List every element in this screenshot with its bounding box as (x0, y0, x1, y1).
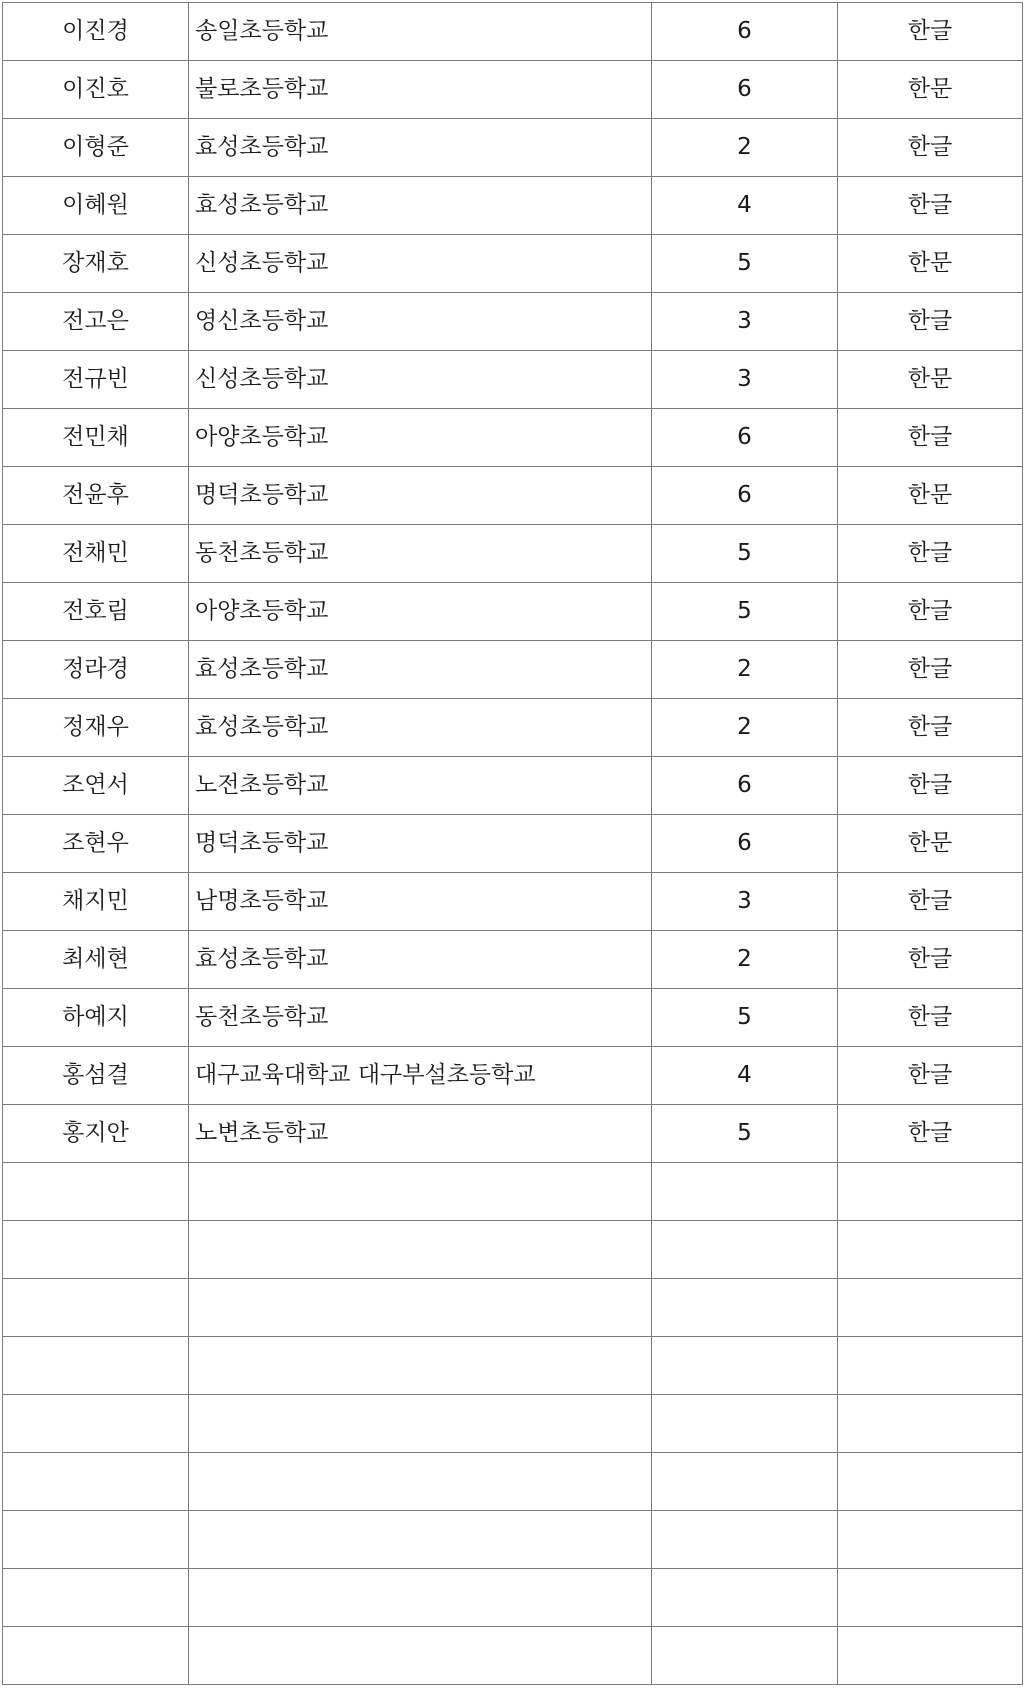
table-row (3, 409, 1023, 467)
school-name-cell: 동천초등학교 (189, 989, 652, 1047)
language-type-cell (838, 1569, 1023, 1627)
table-row (3, 293, 1023, 351)
table-row (3, 1511, 1023, 1569)
grade-cell (652, 1279, 838, 1337)
table-row (3, 757, 1023, 815)
table-row (3, 235, 1023, 293)
grade-cell: 5 (652, 525, 838, 583)
table-row (3, 1047, 1023, 1105)
school-name-cell (189, 1511, 652, 1569)
table-row (3, 1569, 1023, 1627)
school-name-cell: 명덕초등학교 (189, 815, 652, 873)
student-name-cell (3, 1569, 189, 1627)
grade-cell (652, 1337, 838, 1395)
grade-cell: 3 (652, 351, 838, 409)
language-type-cell: 한글 (838, 1047, 1023, 1105)
table-body (3, 3, 1023, 1685)
grade-cell: 2 (652, 699, 838, 757)
grade-cell: 2 (652, 641, 838, 699)
student-name-cell: 조연서 (3, 757, 189, 815)
school-name-cell: 송일초등학교 (189, 3, 652, 61)
grade-cell: 5 (652, 989, 838, 1047)
table-row (3, 1163, 1023, 1221)
school-name-cell: 신성초등학교 (189, 235, 652, 293)
language-type-cell: 한글 (838, 409, 1023, 467)
grade-cell: 5 (652, 1105, 838, 1163)
table-row (3, 815, 1023, 873)
language-type-cell: 한문 (838, 467, 1023, 525)
grade-cell (652, 1453, 838, 1511)
language-type-cell (838, 1453, 1023, 1511)
language-type-cell (838, 1163, 1023, 1221)
table-row (3, 1337, 1023, 1395)
school-name-cell (189, 1569, 652, 1627)
student-name-cell: 채지민 (3, 873, 189, 931)
table-row (3, 1453, 1023, 1511)
student-name-cell: 전규빈 (3, 351, 189, 409)
grade-cell (652, 1395, 838, 1453)
grade-cell: 2 (652, 931, 838, 989)
language-type-cell: 한문 (838, 351, 1023, 409)
student-name-cell: 홍섬결 (3, 1047, 189, 1105)
language-type-cell (838, 1395, 1023, 1453)
student-name-cell (3, 1627, 189, 1685)
language-type-cell (838, 1627, 1023, 1685)
school-name-cell (189, 1221, 652, 1279)
student-name-cell (3, 1337, 189, 1395)
school-name-cell: 남명초등학교 (189, 873, 652, 931)
table-row (3, 3, 1023, 61)
school-name-cell (189, 1627, 652, 1685)
student-name-cell (3, 1453, 189, 1511)
student-name-cell: 전윤후 (3, 467, 189, 525)
school-name-cell (189, 1279, 652, 1337)
grade-cell (652, 1511, 838, 1569)
grade-cell: 6 (652, 409, 838, 467)
school-name-cell: 아양초등학교 (189, 409, 652, 467)
grade-cell: 6 (652, 3, 838, 61)
table-row (3, 1105, 1023, 1163)
student-name-cell: 이형준 (3, 119, 189, 177)
table-row (3, 61, 1023, 119)
language-type-cell (838, 1511, 1023, 1569)
school-name-cell: 아양초등학교 (189, 583, 652, 641)
grade-cell (652, 1163, 838, 1221)
language-type-cell: 한글 (838, 1105, 1023, 1163)
language-type-cell: 한문 (838, 61, 1023, 119)
table-row (3, 1221, 1023, 1279)
student-name-cell (3, 1163, 189, 1221)
language-type-cell (838, 1279, 1023, 1337)
student-name-cell: 최세현 (3, 931, 189, 989)
language-type-cell: 한글 (838, 931, 1023, 989)
school-name-cell: 효성초등학교 (189, 177, 652, 235)
language-type-cell: 한글 (838, 989, 1023, 1047)
table-row (3, 989, 1023, 1047)
language-type-cell: 한문 (838, 815, 1023, 873)
student-name-cell: 전채민 (3, 525, 189, 583)
student-name-cell: 이진호 (3, 61, 189, 119)
table-row (3, 699, 1023, 757)
school-name-cell: 명덕초등학교 (189, 467, 652, 525)
student-name-cell: 하예지 (3, 989, 189, 1047)
grade-cell: 3 (652, 293, 838, 351)
school-name-cell: 영신초등학교 (189, 293, 652, 351)
language-type-cell: 한문 (838, 235, 1023, 293)
table-row (3, 641, 1023, 699)
school-name-cell: 효성초등학교 (189, 641, 652, 699)
student-name-cell: 정재우 (3, 699, 189, 757)
table-row (3, 1279, 1023, 1337)
grade-cell: 6 (652, 467, 838, 525)
language-type-cell (838, 1337, 1023, 1395)
grade-cell: 4 (652, 1047, 838, 1105)
student-name-cell (3, 1395, 189, 1453)
table-row (3, 583, 1023, 641)
language-type-cell: 한글 (838, 873, 1023, 931)
grade-cell: 6 (652, 815, 838, 873)
language-type-cell: 한글 (838, 525, 1023, 583)
language-type-cell: 한글 (838, 699, 1023, 757)
language-type-cell: 한글 (838, 641, 1023, 699)
student-table (2, 2, 1023, 1685)
student-name-cell: 정라경 (3, 641, 189, 699)
school-name-cell: 노변초등학교 (189, 1105, 652, 1163)
grade-cell: 2 (652, 119, 838, 177)
school-name-cell: 불로초등학교 (189, 61, 652, 119)
school-name-cell (189, 1395, 652, 1453)
grade-cell (652, 1569, 838, 1627)
language-type-cell: 한글 (838, 757, 1023, 815)
grade-cell: 3 (652, 873, 838, 931)
student-name-cell: 장재호 (3, 235, 189, 293)
student-name-cell: 조현우 (3, 815, 189, 873)
school-name-cell (189, 1453, 652, 1511)
school-name-cell: 대구교육대학교 대구부설초등학교 (189, 1047, 652, 1105)
table-row (3, 119, 1023, 177)
language-type-cell: 한글 (838, 177, 1023, 235)
student-name-cell (3, 1511, 189, 1569)
student-name-cell: 홍지안 (3, 1105, 189, 1163)
grade-cell: 6 (652, 757, 838, 815)
school-name-cell: 효성초등학교 (189, 699, 652, 757)
student-name-cell (3, 1279, 189, 1337)
table-row (3, 1395, 1023, 1453)
language-type-cell: 한글 (838, 119, 1023, 177)
school-name-cell (189, 1163, 652, 1221)
grade-cell: 6 (652, 61, 838, 119)
table-row (3, 1627, 1023, 1685)
table-row (3, 873, 1023, 931)
grade-cell: 5 (652, 583, 838, 641)
table-row (3, 467, 1023, 525)
grade-cell: 5 (652, 235, 838, 293)
student-name-cell: 전고은 (3, 293, 189, 351)
table-row (3, 177, 1023, 235)
language-type-cell: 한글 (838, 3, 1023, 61)
grade-cell (652, 1221, 838, 1279)
table-row (3, 931, 1023, 989)
language-type-cell (838, 1221, 1023, 1279)
student-name-cell: 이진경 (3, 3, 189, 61)
school-name-cell: 동천초등학교 (189, 525, 652, 583)
table-row (3, 525, 1023, 583)
language-type-cell: 한글 (838, 583, 1023, 641)
table-row (3, 351, 1023, 409)
grade-cell (652, 1627, 838, 1685)
student-name-cell: 전호림 (3, 583, 189, 641)
grade-cell: 4 (652, 177, 838, 235)
school-name-cell: 효성초등학교 (189, 119, 652, 177)
student-name-cell: 전민채 (3, 409, 189, 467)
language-type-cell: 한글 (838, 293, 1023, 351)
school-name-cell: 노전초등학교 (189, 757, 652, 815)
school-name-cell (189, 1337, 652, 1395)
school-name-cell: 효성초등학교 (189, 931, 652, 989)
student-name-cell (3, 1221, 189, 1279)
school-name-cell: 신성초등학교 (189, 351, 652, 409)
student-name-cell: 이혜원 (3, 177, 189, 235)
